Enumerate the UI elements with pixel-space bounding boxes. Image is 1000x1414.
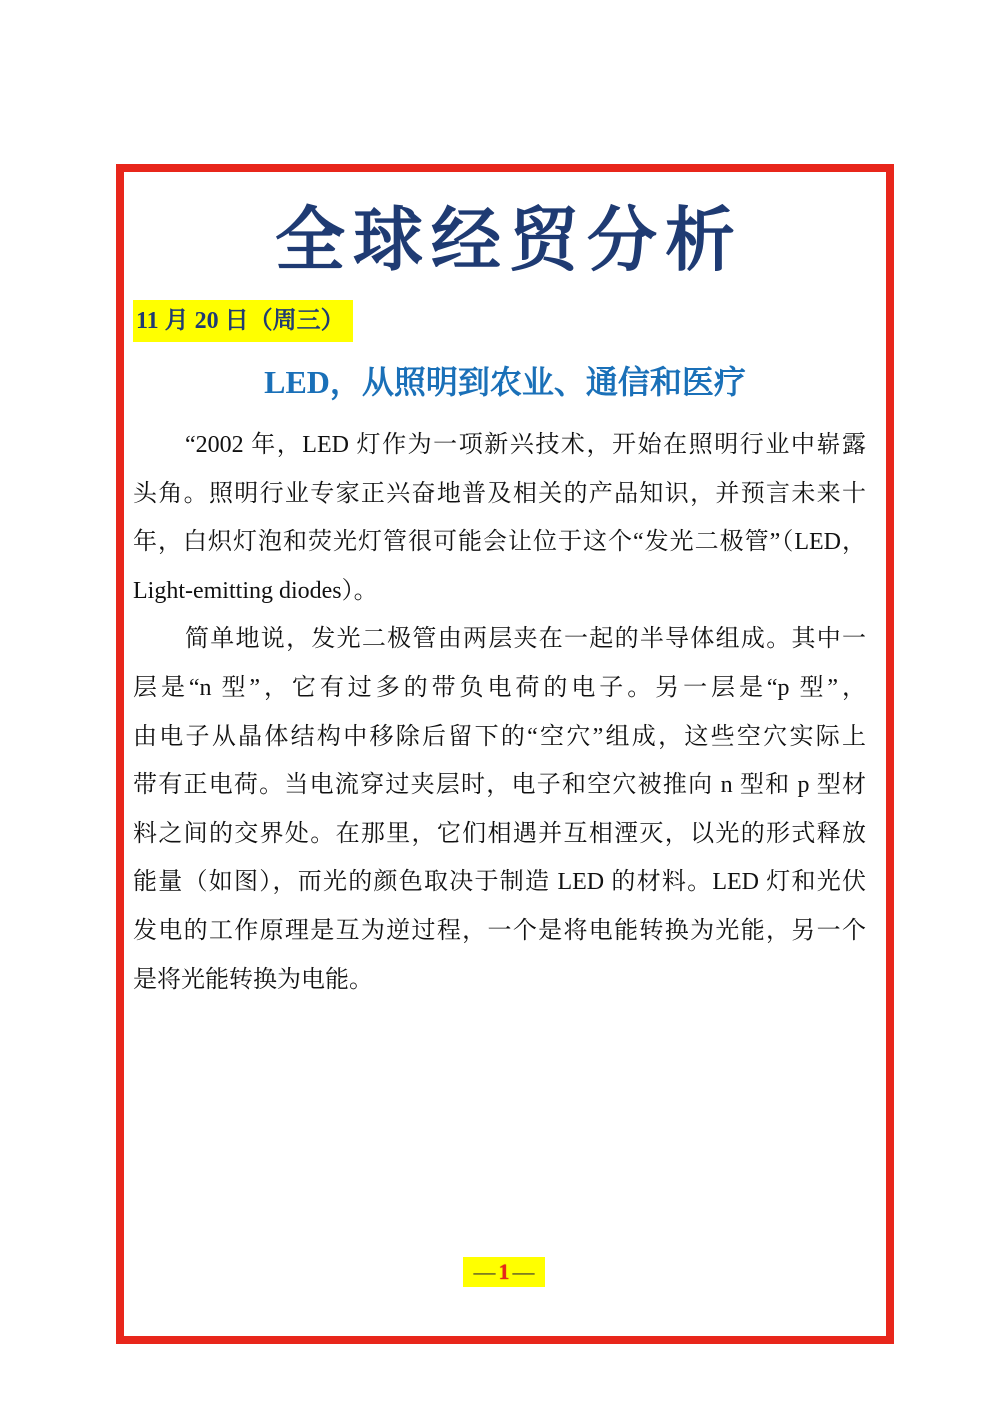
page-number-badge [463, 1257, 545, 1287]
paragraph-1-line: 年，白炽灯泡和荧光灯管很可能会让位于这个“发光二极管”（LED， [133, 529, 866, 556]
paragraph-2-line: 由电子从晶体结构中移除后留下的“空穴”组成，这些空穴实际上 [133, 723, 866, 750]
paragraph-2-line: 带有正电荷。当电流穿过夹层时，电子和空穴被推向 n 型和 p 型材 [133, 772, 866, 799]
masthead-title: 全球经贸分析 [275, 198, 743, 281]
page-number-dash-left: — [473, 1259, 496, 1284]
paragraph-2-line: 发电的工作原理是互为逆过程，一个是将电能转换为光能，另一个 [133, 917, 866, 944]
paragraph-1-line: Light-emitting diodes）。 [133, 577, 378, 604]
paragraph-1-line: 头角。照明行业专家正兴奋地普及相关的产品知识，并预言未来十 [133, 480, 866, 507]
paragraph-2-line: 层是“n 型”，它有过多的带负电荷的电子。另一层是“p 型”， [133, 674, 866, 701]
paragraph-2-line: 是将光能转换为电能。 [133, 966, 373, 993]
article-body [133, 421, 866, 1004]
page-number: 1 [498, 1259, 510, 1284]
page-number-dash-right: — [512, 1259, 535, 1284]
issue-date: 11 月 20 日（周三） [133, 300, 353, 342]
article-headline: LED，从照明到农业、通信和医疗 [264, 364, 746, 400]
paragraph-2-line: 料之间的交界处。在那里，它们相遇并互相湮灭，以光的形式释放 [133, 820, 866, 847]
paragraph-2-line: 能量（如图），而光的颜色取决于制造 LED 的材料。LED 灯和光伏 [133, 869, 866, 896]
paragraph-2-line: 简单地说，发光二极管由两层夹在一起的半导体组成。其中一 [185, 626, 866, 653]
paragraph-1-line: “2002 年，LED 灯作为一项新兴技术，开始在照明行业中崭露 [185, 432, 866, 458]
